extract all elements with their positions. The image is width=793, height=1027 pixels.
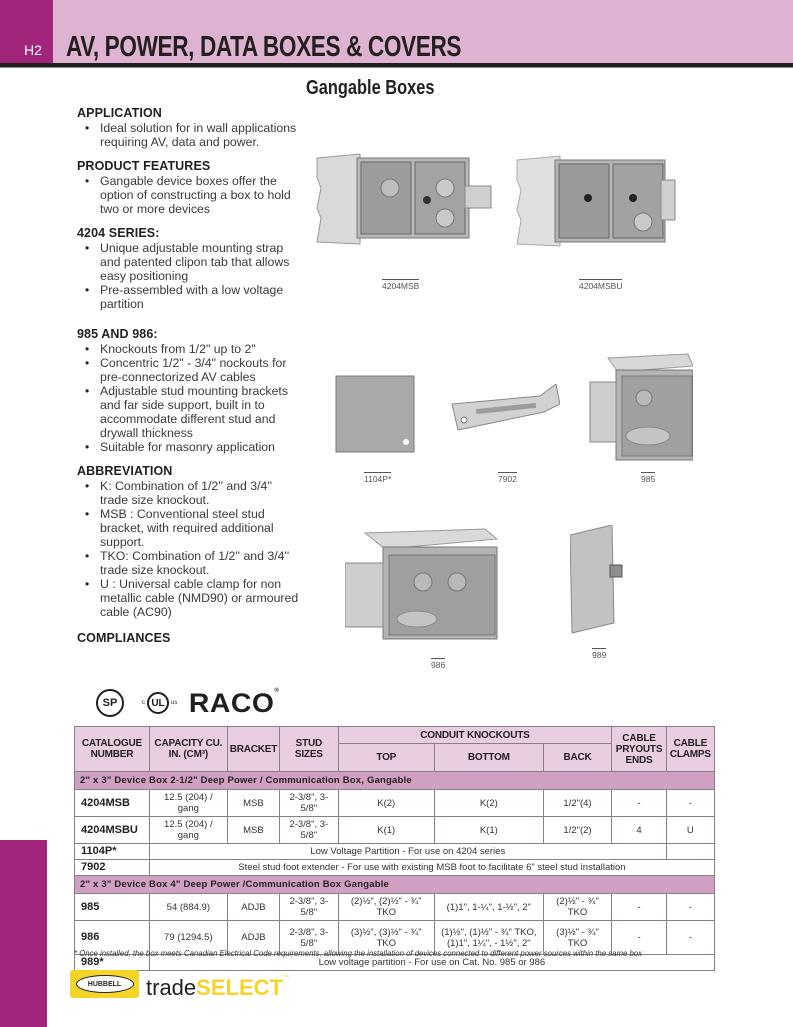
- col-header-catalogue: CATALOGUE NUMBER: [75, 727, 150, 772]
- capacity-cell: 54 (884.9): [149, 894, 227, 921]
- bullet-item: • Suitable for masonry application: [77, 440, 302, 454]
- catalogue-number: 985: [75, 894, 150, 921]
- col-header-bottom: BOTTOM: [434, 744, 543, 772]
- product-image-7902: [448, 384, 560, 434]
- back-cell: (3)½" - ¾" TKO: [543, 921, 612, 955]
- table-row: [75, 860, 715, 876]
- bullet-item: • MSB : Conventional steel stud bracket, with required additional support.: [77, 507, 302, 549]
- raco-logo: [189, 688, 280, 719]
- product-image-989: [570, 525, 630, 635]
- empty-cell: [666, 844, 714, 860]
- hubbell-wordmark: HUBBELL: [76, 975, 134, 993]
- product-image-986: [345, 527, 503, 645]
- bullet-item: • TKO: Combination of 1/2'' and 3/4'' trade size knockout.: [77, 549, 302, 577]
- group-label: 2" x 3" Device Box 4" Deep Power /Communication Box Gangable: [75, 876, 715, 894]
- catalogue-number: 4204MSB: [75, 790, 150, 817]
- back-cell: 1/2"(2): [543, 817, 612, 844]
- col-header-conduit-knockouts: CONDUIT KNOCKOUTS: [338, 727, 612, 744]
- table-row: [75, 817, 715, 844]
- col-header-capacity: CAPACITY CU. IN. (CM³): [149, 727, 227, 772]
- clamps-cell: U: [666, 817, 714, 844]
- col-header-clamps: CABLE CLAMPS: [666, 727, 714, 772]
- table-row: [75, 844, 715, 860]
- stud-cell: 2-3/8", 3-5/8": [280, 894, 338, 921]
- bracket-cell: ADJB: [227, 894, 279, 921]
- stud-cell: 2-3/8", 3-5/8": [280, 921, 338, 955]
- clamps-cell: -: [666, 790, 714, 817]
- product-image-985: [588, 352, 693, 464]
- bullet-item: • Concentric 1/2" - 3/4" nockouts for pre-connectorized AV cables: [77, 356, 302, 384]
- bullet-list: [77, 479, 302, 619]
- bullet-item: • Adjustable stud mounting brackets and far side support, built in to accommodate different stud and drywall thickness: [77, 384, 302, 440]
- col-header-pryouts: CABLE PRYOUTS ENDS: [612, 727, 666, 772]
- catalogue-number: 986: [75, 921, 150, 955]
- back-cell: 1/2"(4): [543, 790, 612, 817]
- catalogue-number: 4204MSBU: [75, 817, 150, 844]
- section-heading: ABBREVIATION: [77, 464, 173, 478]
- catalogue-number: 1104P*: [75, 844, 150, 860]
- product-label: 7902: [498, 474, 517, 484]
- side-accent-bar: [0, 840, 47, 1027]
- trade-wordmark: trade: [146, 975, 197, 1000]
- footnote: * Once installed, the box meets Canadian Electrical Code requirements, allowing the installation of devices connected to different power sources within the same box: [74, 948, 643, 958]
- catalogue-number: 7902: [75, 860, 150, 876]
- header-rule-thin: [0, 67, 793, 68]
- bracket-cell: MSB: [227, 817, 279, 844]
- product-label: 1104P*: [364, 474, 392, 484]
- stud-cell: 2-3/8", 3-5/8": [280, 817, 338, 844]
- csa-logo-icon: SP: [96, 689, 124, 717]
- pryouts-cell: -: [612, 894, 666, 921]
- section-heading: PRODUCT FEATURES: [77, 159, 211, 173]
- description-cell: Low voltage partition - For use on Cat. No. 985 or 986: [149, 955, 714, 971]
- section-heading: 4204 SERIES:: [77, 226, 160, 240]
- ul-logo-icon: [142, 692, 177, 714]
- group-row: [75, 876, 715, 894]
- top-cell: K(1): [338, 817, 434, 844]
- capacity-cell: 79 (1294.5): [149, 921, 227, 955]
- bullet-list: [77, 174, 302, 216]
- table-row: [75, 894, 715, 921]
- bullet-item: • Unique adjustable mounting strap and patented clipon tab that allows easy positioning: [77, 241, 302, 283]
- product-image-4204msb: [315, 148, 495, 258]
- group-row: [75, 772, 715, 790]
- table-row: [75, 790, 715, 817]
- description-cell: Low Voltage Partition - For use on 4204 series: [149, 844, 666, 860]
- stud-cell: 2-3/8", 3-5/8": [280, 790, 338, 817]
- bottom-cell: (1)1", 1-¼", 1-½", 2": [434, 894, 543, 921]
- catalogue-number: 989*: [75, 955, 150, 971]
- hubbell-logo: [70, 970, 139, 998]
- col-header-stud-sizes: STUD SIZES: [280, 727, 338, 772]
- bullet-item: • Gangable device boxes offer the option of constructing a box to hold two or more devices: [77, 174, 302, 216]
- product-label: 4204MSB: [382, 281, 420, 291]
- product-label: 4204MSBU: [579, 281, 623, 291]
- top-cell: (3)½", (3)½" - ¾" TKO: [338, 921, 434, 955]
- top-cell: (2)½", (2)½" - ¾" TKO: [338, 894, 434, 921]
- col-header-bracket: BRACKET: [227, 727, 279, 772]
- ul-mark: UL: [147, 692, 169, 714]
- back-cell: (2)½" - ¾" TKO: [543, 894, 612, 921]
- pryouts-cell: -: [612, 921, 666, 955]
- description-cell: Steel stud foot extender - For use with existing MSB foot to facilitate 6" steel stud installation: [149, 860, 714, 876]
- bullet-item: • U : Universal cable clamp for non metallic cable (NMD90) or armoured cable (AC90): [77, 577, 302, 619]
- ul-suffix: us: [171, 700, 178, 706]
- product-label: 989: [592, 650, 607, 660]
- bullet-item: • K: Combination of 1/2'' and 3/4'' trade size knockout.: [77, 479, 302, 507]
- bullet-list: [77, 342, 302, 454]
- bracket-cell: ADJB: [227, 921, 279, 955]
- bullet-item: • Ideal solution for in wall applications requiring AV, data and power.: [77, 121, 302, 149]
- product-label: 985: [641, 474, 656, 484]
- pryouts-cell: -: [612, 790, 666, 817]
- col-header-top: TOP: [338, 744, 434, 772]
- trademark: ™: [282, 975, 289, 981]
- group-label: 2" x 3" Device Box 2-1/2" Deep Power / Communication Box, Gangable: [75, 772, 715, 790]
- bullet-item: • Knockouts from 1/2" up to 2": [77, 342, 302, 356]
- col-header-back: BACK: [543, 744, 612, 772]
- bullet-list: [77, 121, 302, 149]
- ul-prefix: c: [142, 700, 145, 706]
- bottom-cell: K(1): [434, 817, 543, 844]
- compliance-logos: [96, 686, 278, 720]
- section-heading: 985 AND 986:: [77, 327, 158, 341]
- features-column: [77, 106, 302, 646]
- section-heading: APPLICATION: [77, 106, 162, 120]
- clamps-cell: -: [666, 894, 714, 921]
- registered-mark: ®: [274, 687, 280, 694]
- capacity-cell: 12.5 (204) / gang: [149, 790, 227, 817]
- bottom-cell: (1)½", (1)½" - ¾" TKO, (1)1", 1¼", - 1½", 2": [434, 921, 543, 955]
- product-label: 986: [431, 660, 446, 670]
- bullet-list: [77, 241, 302, 311]
- page-title: AV, POWER, DATA BOXES & COVERS: [66, 31, 462, 63]
- clamps-cell: -: [666, 921, 714, 955]
- capacity-cell: 12.5 (204) / gang: [149, 817, 227, 844]
- pryouts-cell: 4: [612, 817, 666, 844]
- section-code: H2: [24, 42, 42, 58]
- raco-wordmark: RACO: [189, 687, 275, 718]
- bracket-cell: MSB: [227, 790, 279, 817]
- bullet-item: • Pre-assembled with a low voltage partition: [77, 283, 302, 311]
- tradeselect-logo: [146, 975, 289, 1001]
- product-image-4204msbu: [515, 150, 685, 260]
- top-cell: K(2): [338, 790, 434, 817]
- bottom-cell: K(2): [434, 790, 543, 817]
- page-subtitle: Gangable Boxes: [306, 77, 435, 99]
- select-wordmark: SELECT: [196, 975, 283, 1000]
- product-image-1104p: [334, 374, 416, 454]
- section-heading: COMPLIANCES: [77, 631, 171, 645]
- spec-table: [74, 726, 715, 971]
